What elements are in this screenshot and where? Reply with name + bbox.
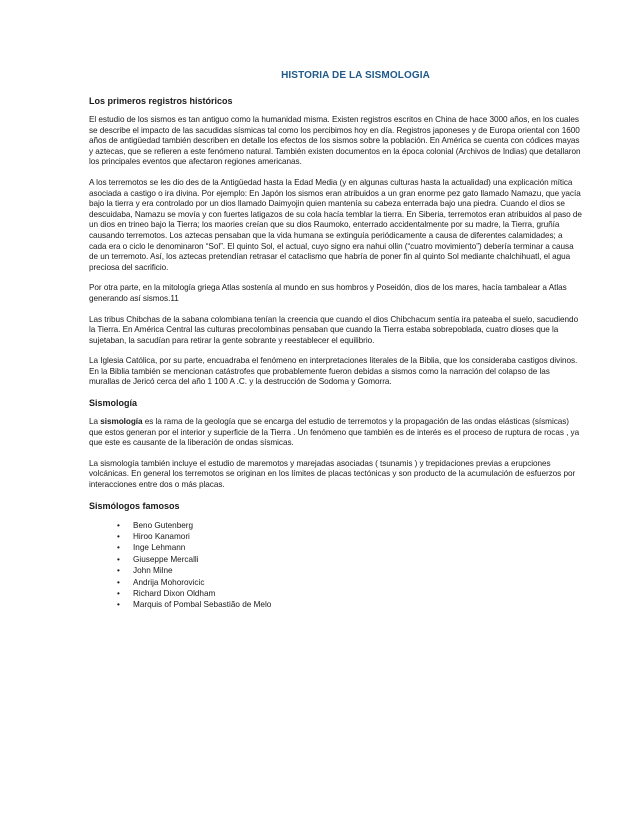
list-item <box>117 577 582 588</box>
list-item <box>117 599 582 610</box>
list-item <box>117 531 582 542</box>
list-item <box>117 542 582 553</box>
document-title: HISTORIA DE LA SISMOLOGIA <box>281 70 430 81</box>
list-item-text: Beno Gutenberg <box>133 520 194 530</box>
list-item <box>117 565 582 576</box>
seismologist-list <box>89 520 582 611</box>
list-item-text: John Milne <box>133 566 173 576</box>
paragraph <box>89 417 582 449</box>
paragraph: Las tribus Chibchas de la sabana colombiana tenían la creencia que cuando el dios Chibchacum sentía ira pateaba el suelo, sacudiendo la Tierra. En América Central las culturas precolombinas pensaban que cuando la Tierra estaba sobrepoblada, cuatro dioses que la sujetaban, la sacudían para retirar la gente sobrante y reestablecer el equilibrio. <box>89 314 579 345</box>
list-item-text: Richard Dixon Oldham <box>133 589 216 599</box>
list-item-text: Giuseppe Mercalli <box>133 554 199 564</box>
section-heading-early-records: Los primeros registros históricos <box>89 96 233 106</box>
list-item-text: Andrija Mohorovicic <box>133 577 205 587</box>
bullet-icon: • <box>117 520 120 530</box>
section-heading-sismologia: Sismología <box>89 398 138 409</box>
paragraph: La sismología también incluye el estudio de maremotos y marejadas asociadas ( tsunamis ) y trepidaciones previas a erupciones volcánicas. En general los terremotos se originan en los límites de placas tectónicas y son producto de la acumulación de esfuerzos por interacciones entre dos o más placas. <box>89 458 576 490</box>
bullet-icon: • <box>117 532 120 542</box>
bullet-icon: • <box>117 543 120 553</box>
bullet-icon: • <box>117 589 120 599</box>
bullet-icon: • <box>117 566 120 576</box>
bullet-icon: • <box>117 577 120 587</box>
paragraph: Por otra parte, en la mitología griega Atlas sostenía al mundo en sus hombros y Poseidón, dios de los mares, hacía tambalear a Atlas generando así sismos.11 <box>89 283 567 303</box>
list-item-text: Hiroo Kanamori <box>133 532 190 542</box>
list-item <box>117 554 582 565</box>
bold-term: sismología <box>100 417 143 427</box>
list-item-text: Inge Lehmann <box>133 543 186 553</box>
paragraph: A los terremotos se les dio des de la Antigüedad hasta la Edad Media (y en algunas culturas hasta la actualidad) una explicación mítica asociada a castigo o ira divina. Por ejemplo: En Japón los sismos eran atribuidos a un gran enorme pez gato llamado Namazu, que yacía bajo la tierra y era controlado por un dios llamado Daimyojin quien mantenía su cabeza enterrada bajo una piedra. Cuando el dios se descuidaba, Namazu se movía y con fuertes latigazos de su cola hacía temblar la tierra. En Siberia, terremotos eran atribuidos al paso de un dios en trineo bajo la Tierra; los maories creían que su dios Raumoko, enterrado accidentalmente por su madre, la Tierra, gruñía causando terremotos. Los aztecas pensaban que la vida humana se extinguía periódicamente a causa de diferentes calamidades; a cada era o ciclo le denominaron “Sol”. El quinto Sol, el actual, cuyo signo era nahui ollin (“cuatro movimiento”) debería terminar a causa de un terremoto. Así, los aztecas pretendían retrasar el cataclismo que habría de poner fin al quinto Sol mediante chalchihuatl, el agua preciosa del sacrificio. <box>89 177 582 272</box>
section-heading-famous-seismologists: Sismólogos famosos <box>89 500 180 511</box>
list-item <box>117 588 582 599</box>
text-fragment: La <box>89 417 101 427</box>
paragraph: La Iglesia Católica, por su parte, encuadraba el fenómeno en interpretaciones literales de la Biblia, que los consideraba castigos divinos. En la Biblia también se mencionan catástrofes que probablemente fueron debidas a sismos como la narración del colapso de las murallas de Jericó cerca del año 1 100 A .C. y la destrucción de Sodoma y Gomorra. <box>89 356 578 387</box>
bullet-icon: • <box>117 554 120 564</box>
list-item <box>117 520 582 531</box>
list-item-text: Marquis of Pombal Sebastião de Melo <box>133 600 272 610</box>
bullet-icon: • <box>117 600 120 610</box>
text-fragment: es la rama de la geología que se encarga del estudio de terremotos y la propagación de las ondas elásticas (sísmicas) que estos generan por el interior y superficie de la Tierra . Un fenómeno que también es de interés es el proceso de ruptura de rocas , ya que este es causante de la liberación de ondas sísmicas. <box>89 417 580 448</box>
paragraph: El estudio de los sismos es tan antiguo como la humanidad misma. Existen registros escritos en China de hace 3000 años, en los cuales se describe el impacto de las sacudidas sísmicas tal como los percibimos hoy en día. Registros japoneses y de Europa oriental con 1600 años de antigüedad también describen en detalle los efectos de los sismos sobre la población. En América se cuenta con códices mayas y aztecas, que se refieren a este fenómeno natural. También existen documentos en la época colonial (Archivos de Indias) que detallaron los principales eventos que afectaron regiones americanas. <box>89 115 581 167</box>
